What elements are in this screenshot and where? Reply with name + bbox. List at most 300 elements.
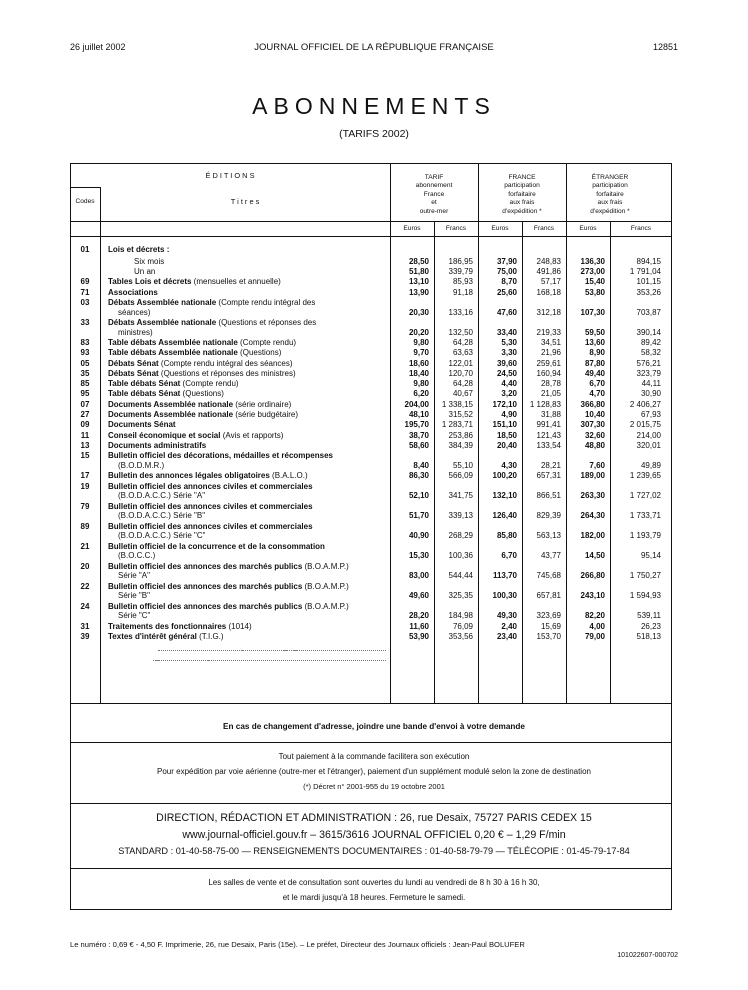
row-code: 33 — [80, 317, 90, 327]
row-code: 20 — [80, 561, 90, 571]
unit-francs: Francs — [445, 225, 467, 232]
price-francs: 325,35 — [448, 591, 473, 601]
row-code: 95 — [80, 389, 90, 399]
price-francs: 1 283,71 — [441, 420, 473, 430]
header-journal-name: JOURNAL OFFICIEL DE LA RÉPUBLIQUE FRANÇAISE — [254, 42, 494, 53]
price-francs: 91,18 — [452, 287, 473, 297]
titles-header: T i t r e s — [230, 197, 260, 206]
row-title-bold: Documents Assemblée nationale — [108, 410, 234, 419]
price-euros: 8,70 — [501, 277, 517, 287]
row-title-bold: Associations — [108, 287, 158, 297]
page-title: ABONNEMENTS — [252, 93, 496, 119]
etranger-header-line: aux frais — [597, 199, 623, 207]
price-francs: 121,43 — [536, 430, 561, 440]
price-francs: 89,42 — [640, 337, 661, 347]
price-francs: 21,96 — [540, 348, 561, 358]
row-title: séances) — [118, 307, 151, 317]
price-francs: 1 727,02 — [629, 491, 661, 501]
row-title — [108, 522, 313, 531]
price-euros: 100,20 — [492, 471, 517, 481]
row-title-bold: Bulletin officiel des annonces civiles et commerciales — [108, 481, 313, 491]
price-euros: 13,10 — [408, 277, 429, 287]
price-euros: 136,30 — [580, 256, 605, 266]
etranger-header-line: participation — [592, 182, 628, 190]
price-francs: 657,31 — [536, 471, 561, 481]
price-francs: 58,32 — [640, 348, 661, 358]
price-euros: 48,10 — [408, 410, 429, 419]
row-code: 27 — [80, 410, 90, 419]
page-subtitle: (TARIFS 2002) — [339, 128, 409, 140]
price-euros: 87,80 — [584, 358, 605, 368]
table-rule — [70, 187, 100, 188]
row-code: 69 — [80, 277, 90, 287]
price-francs: 745,68 — [536, 571, 561, 581]
etranger-header-line: ÉTRANGER — [591, 174, 629, 181]
price-francs: 353,26 — [636, 287, 661, 297]
price-euros: 53,90 — [408, 631, 429, 641]
tarif-header-line: TARIF — [424, 174, 444, 181]
price-francs: 1 128,83 — [529, 399, 561, 409]
price-francs: 323,79 — [636, 368, 661, 378]
price-euros: 49,60 — [408, 591, 429, 601]
price-francs: 219,33 — [536, 327, 561, 337]
price-euros: 3,20 — [501, 389, 517, 399]
table-rule — [70, 803, 672, 804]
price-francs: 168,18 — [536, 287, 561, 297]
price-euros: 4,00 — [589, 621, 605, 631]
row-title — [108, 451, 333, 460]
row-title: Conseil économique et social (Avis et rapports) — [108, 430, 284, 440]
payment-note-2: Pour expédition par voie aérienne (outre-mer et l'étranger), paiement d'un supplément modulé selon la zone de destination — [157, 767, 591, 776]
row-title: Série "C" — [118, 611, 151, 621]
row-title: ministres) — [118, 327, 153, 337]
price-euros: 9,70 — [413, 348, 429, 358]
price-euros: 100,30 — [492, 591, 517, 601]
price-francs: 2 015,75 — [629, 420, 661, 430]
row-title — [108, 288, 158, 297]
price-euros: 40,90 — [408, 531, 429, 541]
price-euros: 38,70 — [408, 430, 429, 440]
price-euros: 172,10 — [492, 399, 517, 409]
price-euros: 2,40 — [501, 621, 517, 631]
row-title: Débats Assemblée nationale (Compte rendu intégral des — [108, 297, 316, 307]
header-date: 26 juillet 2002 — [70, 42, 126, 52]
price-francs: 100,36 — [448, 551, 473, 561]
price-euros: 28,20 — [408, 611, 429, 621]
row-title: Textes d'intérêt général (T.I.G.) — [108, 631, 224, 641]
tarif-header-line: et — [431, 199, 437, 207]
row-title: Table débats Assemblée nationale (Questions) — [108, 348, 282, 358]
price-francs: 1 750,27 — [629, 571, 661, 581]
tarif-header-line: outre-mer — [419, 207, 449, 215]
price-francs: 85,93 — [452, 277, 473, 287]
unit-francs: Francs — [533, 225, 555, 232]
row-code: 85 — [80, 379, 90, 389]
price-euros: 49,40 — [584, 368, 605, 378]
price-euros: 189,00 — [580, 471, 605, 481]
row-code: 17 — [80, 471, 90, 481]
price-euros: 20,20 — [408, 327, 429, 337]
unit-euros: Euros — [579, 225, 597, 232]
row-code: 01 — [80, 245, 90, 254]
table-rule — [70, 236, 672, 237]
price-francs: 64,28 — [452, 337, 473, 347]
table-rule — [70, 221, 672, 222]
row-code: 22 — [80, 581, 90, 591]
row-code: 31 — [80, 621, 90, 631]
row-code: 24 — [80, 601, 90, 611]
editions-header: É D I T I O N S — [205, 171, 255, 180]
price-euros: 59,50 — [584, 327, 605, 337]
etranger-header-line: d'expédition * — [590, 207, 630, 215]
row-title: Bulletin officiel des annonces des marchés publics (B.O.A.M.P.) — [108, 601, 349, 611]
row-title: Tables Lois et décrets (mensuelles et annuelle) — [108, 277, 281, 287]
price-euros: 107,30 — [580, 307, 605, 317]
price-francs: 339,79 — [448, 267, 473, 276]
footer-reference: 101022607-000702 — [617, 952, 678, 959]
row-title — [108, 542, 325, 551]
row-title-bold: Bulletin des annonces légales obligatoires — [108, 471, 270, 481]
price-euros: 32,60 — [584, 430, 605, 440]
row-title: Table débats Sénat (Compte rendu) — [108, 379, 239, 389]
row-title: Six mois — [134, 256, 165, 266]
row-title — [108, 420, 176, 429]
row-code: 89 — [80, 521, 90, 531]
price-euros: 8,40 — [413, 460, 429, 470]
price-euros: 4,90 — [501, 410, 517, 419]
price-francs: 518,13 — [636, 631, 661, 641]
price-euros: 48,80 — [584, 440, 605, 450]
price-euros: 10,40 — [584, 410, 605, 419]
price-euros: 263,30 — [580, 491, 605, 501]
row-title — [108, 441, 206, 450]
row-title: Table débats Assemblée nationale (Compte rendu) — [108, 337, 297, 347]
price-francs: 323,69 — [536, 611, 561, 621]
price-francs: 160,94 — [536, 368, 561, 378]
row-title-bold: Table débats Sénat — [108, 379, 181, 389]
row-code: 03 — [80, 297, 90, 307]
price-euros: 307,30 — [580, 420, 605, 430]
price-francs: 384,39 — [448, 440, 473, 450]
row-title-bold: Lois et décrets : — [108, 245, 170, 254]
row-title-bold: Traitements des fonctionnaires — [108, 621, 227, 631]
price-francs: 491,86 — [536, 267, 561, 276]
price-euros: 18,60 — [408, 358, 429, 368]
price-euros: 9,80 — [413, 379, 429, 389]
price-francs: 2 406,27 — [629, 399, 661, 409]
row-title: Série "B" — [118, 591, 150, 601]
row-title-bold: Documents Assemblée nationale — [108, 399, 234, 409]
price-euros: 52,10 — [408, 491, 429, 501]
row-title-bold: Table débats Assemblée nationale — [108, 348, 238, 358]
row-title: Table débats Sénat (Questions) — [108, 389, 224, 399]
decree-note: (*) Décret n° 2001-955 du 19 octobre 2001 — [303, 782, 445, 791]
price-euros: 264,30 — [580, 511, 605, 521]
price-francs: 1 791,04 — [629, 267, 661, 276]
price-francs: 1 733,71 — [629, 511, 661, 521]
price-euros: 51,80 — [408, 267, 429, 276]
row-title: Débats Sénat (Compte rendu intégral des séances) — [108, 358, 293, 368]
price-euros: 6,20 — [413, 389, 429, 399]
price-francs: 133,54 — [536, 440, 561, 450]
price-francs: 268,29 — [448, 531, 473, 541]
price-francs: 253,86 — [448, 430, 473, 440]
dotted-leader — [153, 660, 386, 661]
price-francs: 28,78 — [540, 379, 561, 389]
price-francs: 390,14 — [636, 327, 661, 337]
unit-francs: Francs — [630, 225, 652, 232]
row-title-bold: Bulletin officiel des décorations, médailles et récompenses — [108, 451, 333, 461]
price-euros: 28,50 — [408, 256, 429, 266]
price-francs: 248,83 — [536, 256, 561, 266]
price-euros: 8,90 — [589, 348, 605, 358]
price-francs: 544,44 — [448, 571, 473, 581]
price-euros: 85,80 — [496, 531, 517, 541]
row-title: Traitements des fonctionnaires (1014) — [108, 621, 252, 631]
price-francs: 44,11 — [641, 379, 661, 389]
price-euros: 204,00 — [404, 399, 429, 409]
price-euros: 273,00 — [580, 267, 605, 276]
row-title-bold: Bulletin officiel des annonces des marchés publics — [108, 601, 303, 611]
unit-euros: Euros — [491, 225, 509, 232]
price-francs: 34,51 — [540, 337, 561, 347]
price-euros: 182,00 — [580, 531, 605, 541]
tarif-header-line: France — [423, 190, 445, 198]
price-euros: 37,90 — [496, 256, 517, 266]
price-francs: 120,70 — [448, 368, 473, 378]
row-title: Bulletin officiel des annonces des marchés publics (B.O.A.M.P.) — [108, 561, 349, 571]
price-francs: 67,93 — [640, 410, 661, 419]
price-euros: 7,60 — [589, 460, 605, 470]
direction-web: www.journal-officiel.gouv.fr – 3615/3616 JOURNAL OFFICIEL 0,20 € – 1,29 F/min — [182, 829, 566, 841]
row-code: 39 — [80, 631, 90, 641]
price-euros: 20,30 — [408, 307, 429, 317]
row-code: 13 — [80, 440, 90, 450]
price-euros: 25,60 — [496, 287, 517, 297]
price-euros: 11,60 — [409, 621, 429, 631]
france-header-line: participation — [504, 182, 540, 190]
price-euros: 366,80 — [580, 399, 605, 409]
price-francs: 566,09 — [448, 471, 473, 481]
price-euros: 14,50 — [584, 551, 605, 561]
price-francs: 539,11 — [637, 611, 661, 621]
row-title-bold: Débats Assemblée nationale — [108, 317, 217, 327]
unit-euros: Euros — [403, 225, 421, 232]
price-euros: 24,50 — [496, 368, 517, 378]
price-euros: 266,80 — [580, 571, 605, 581]
row-code: 11 — [80, 430, 90, 440]
row-title: Débats Assemblée nationale (Questions et réponses des — [108, 317, 317, 327]
price-francs: 15,69 — [540, 621, 561, 631]
price-euros: 82,20 — [584, 611, 605, 621]
price-francs: 259,61 — [536, 358, 561, 368]
price-francs: 57,17 — [540, 277, 561, 287]
row-title — [108, 502, 313, 511]
price-francs: 214,00 — [636, 430, 661, 440]
price-francs: 95,14 — [640, 551, 661, 561]
price-euros: 83,00 — [408, 571, 429, 581]
price-francs: 49,89 — [640, 460, 661, 470]
row-code: 07 — [80, 399, 90, 409]
price-francs: 28,21 — [540, 460, 561, 470]
france-header-line: forfaitaire — [508, 190, 536, 198]
direction-phones: STANDARD : 01-40-58-75-00 — RENSEIGNEMENTS DOCUMENTAIRES : 01-40-58-79-79 — TÉLÉCOPIE : 01-45-79-17-84 — [118, 846, 630, 856]
row-title: Un an — [134, 267, 156, 276]
price-francs: 76,09 — [452, 621, 473, 631]
price-euros: 86,30 — [408, 471, 429, 481]
row-title: Documents Assemblée nationale (série ordinaire) — [108, 399, 292, 409]
price-francs: 55,10 — [452, 460, 473, 470]
row-title-bold: Débats Sénat — [108, 358, 159, 368]
tarif-header-line: abonnement — [415, 182, 453, 190]
price-francs: 312,18 — [536, 307, 561, 317]
price-francs: 63,63 — [452, 348, 473, 358]
france-header-line: aux frais — [509, 199, 535, 207]
row-title: (B.O.D.M.R.) — [118, 460, 165, 470]
france-header-line: FRANCE — [508, 174, 536, 181]
price-euros: 4,40 — [501, 379, 517, 389]
france-header-line: d'expédition * — [502, 207, 542, 215]
row-title — [108, 245, 169, 254]
price-euros: 5,30 — [501, 337, 517, 347]
row-code: 21 — [80, 541, 90, 551]
row-code: 15 — [80, 451, 90, 461]
price-francs: 341,75 — [448, 491, 473, 501]
row-title-bold: Conseil économique et social — [108, 430, 221, 440]
price-euros: 6,70 — [589, 379, 605, 389]
price-euros: 6,70 — [501, 551, 517, 561]
price-euros: 4,30 — [501, 460, 517, 470]
price-euros: 47,60 — [496, 307, 517, 317]
price-francs: 153,70 — [536, 631, 561, 641]
row-code: 93 — [80, 348, 90, 358]
price-francs: 339,13 — [448, 511, 473, 521]
row-title-bold: Documents administratifs — [108, 440, 207, 450]
row-title: (B.O.D.A.C.C.) Série "B" — [118, 511, 206, 521]
price-francs: 866,51 — [536, 491, 561, 501]
price-euros: 75,00 — [496, 267, 517, 276]
row-title-bold: Bulletin officiel des annonces des marchés publics — [108, 561, 303, 571]
row-title: (B.O.D.A.C.C.) Série "A" — [118, 491, 206, 501]
price-francs: 563,13 — [536, 531, 561, 541]
price-francs: 1 239,65 — [629, 471, 661, 481]
price-euros: 4,70 — [589, 389, 605, 399]
price-francs: 703,87 — [636, 307, 661, 317]
row-title-bold: Tables Lois et décrets — [108, 277, 192, 287]
row-title: Bulletin officiel des annonces des marchés publics (B.O.A.M.P.) — [108, 581, 349, 591]
price-euros: 79,00 — [584, 631, 605, 641]
row-code: 09 — [80, 420, 90, 430]
row-code: 79 — [80, 501, 90, 511]
row-code: 35 — [80, 368, 90, 378]
sales-hours-1: Les salles de vente et de consultation sont ouvertes du lundi au vendredi de 8 h 30 à 16 h 30, — [208, 878, 540, 887]
row-title: (B.O.D.A.C.C.) Série "C" — [118, 531, 206, 541]
row-title-bold: Débats Sénat — [108, 368, 159, 378]
price-francs: 991,41 — [536, 420, 561, 430]
price-francs: 829,39 — [536, 511, 561, 521]
header-page-number: 12851 — [652, 42, 678, 52]
direction-address: DIRECTION, RÉDACTION ET ADMINISTRATION : 26, rue Desaix, 75727 PARIS CEDEX 15 — [156, 812, 592, 824]
price-francs: 133,16 — [448, 307, 473, 317]
row-title-bold: Bulletin officiel des annonces civiles et commerciales — [108, 521, 313, 531]
footer-price-line: Le numéro : 0,69 € - 4,50 F. Imprimerie, 26, rue Desaix, Paris (15e). – Le préfet, Directeur des Journaux officiels : Jean-Paul BOLUFER — [70, 940, 525, 949]
price-euros: 18,50 — [496, 430, 517, 440]
row-title: Bulletin des annonces légales obligatoires (B.A.L.O.) — [108, 471, 308, 481]
price-euros: 243,10 — [580, 591, 605, 601]
dotted-leader — [227, 650, 386, 651]
table-rule — [70, 703, 672, 704]
price-francs: 315,52 — [448, 410, 473, 419]
price-francs: 132,50 — [448, 327, 473, 337]
price-francs: 64,28 — [452, 379, 473, 389]
row-title: Documents Assemblée nationale (série budgétaire) — [108, 410, 298, 419]
price-francs: 122,01 — [448, 358, 473, 368]
row-title-bold: Bulletin officiel des annonces civiles et commerciales — [108, 501, 313, 511]
price-euros: 33,40 — [496, 327, 517, 337]
price-euros: 113,70 — [492, 571, 517, 581]
price-francs: 40,67 — [452, 389, 473, 399]
row-title: (B.O.C.C.) — [118, 551, 156, 561]
row-title-bold: Textes d'intérêt général — [108, 631, 197, 641]
etranger-header-line: forfaitaire — [596, 190, 624, 198]
price-euros: 3,30 — [501, 348, 517, 358]
price-euros: 151,10 — [492, 420, 517, 430]
row-code: 83 — [80, 337, 90, 347]
price-euros: 23,40 — [496, 631, 517, 641]
row-code: 19 — [80, 481, 90, 491]
price-francs: 184,98 — [448, 611, 473, 621]
row-title-bold: Bulletin officiel des annonces des marchés publics — [108, 581, 303, 591]
price-francs: 320,01 — [636, 440, 661, 450]
price-euros: 51,70 — [408, 511, 429, 521]
price-francs: 186,95 — [448, 256, 473, 266]
price-euros: 126,40 — [492, 511, 517, 521]
change-address-notice: En cas de changement d'adresse, joindre une bande d'envoi à votre demande — [223, 722, 525, 731]
price-euros: 132,10 — [492, 491, 517, 501]
price-francs: 31,88 — [540, 410, 561, 419]
row-code: 05 — [80, 358, 90, 368]
row-title: Débats Sénat (Questions et réponses des ministres) — [108, 368, 296, 378]
price-euros: 13,60 — [584, 337, 605, 347]
price-euros: 13,90 — [408, 287, 429, 297]
row-title-bold: Table débats Assemblée nationale — [108, 337, 238, 347]
row-title-bold: Bulletin officiel de la concurrence et de la consommation — [108, 541, 325, 551]
row-code: 71 — [80, 287, 90, 297]
price-euros: 53,80 — [584, 287, 605, 297]
price-euros: 15,40 — [584, 277, 605, 287]
price-francs: 101,15 — [636, 277, 661, 287]
row-title — [108, 482, 313, 491]
price-euros: 58,60 — [408, 440, 429, 450]
price-euros: 20,40 — [496, 440, 517, 450]
price-euros: 39,60 — [496, 358, 517, 368]
price-euros: 15,30 — [408, 551, 429, 561]
price-euros: 9,80 — [413, 337, 429, 347]
price-francs: 21,05 — [540, 389, 561, 399]
price-francs: 1 193,79 — [629, 531, 661, 541]
row-title-bold: Documents Sénat — [108, 420, 176, 430]
price-francs: 26,23 — [640, 621, 661, 631]
table-rule — [100, 187, 101, 703]
price-francs: 30,90 — [640, 389, 661, 399]
table-rule — [70, 868, 672, 869]
price-euros: 195,70 — [404, 420, 429, 430]
table-rule — [70, 742, 672, 743]
sales-hours-2: et le mardi jusqu'à 18 heures. Fermeture le samedi. — [282, 893, 466, 902]
row-title-bold: Débats Assemblée nationale — [108, 297, 217, 307]
price-francs: 43,77 — [540, 551, 561, 561]
price-francs: 576,21 — [636, 358, 661, 368]
